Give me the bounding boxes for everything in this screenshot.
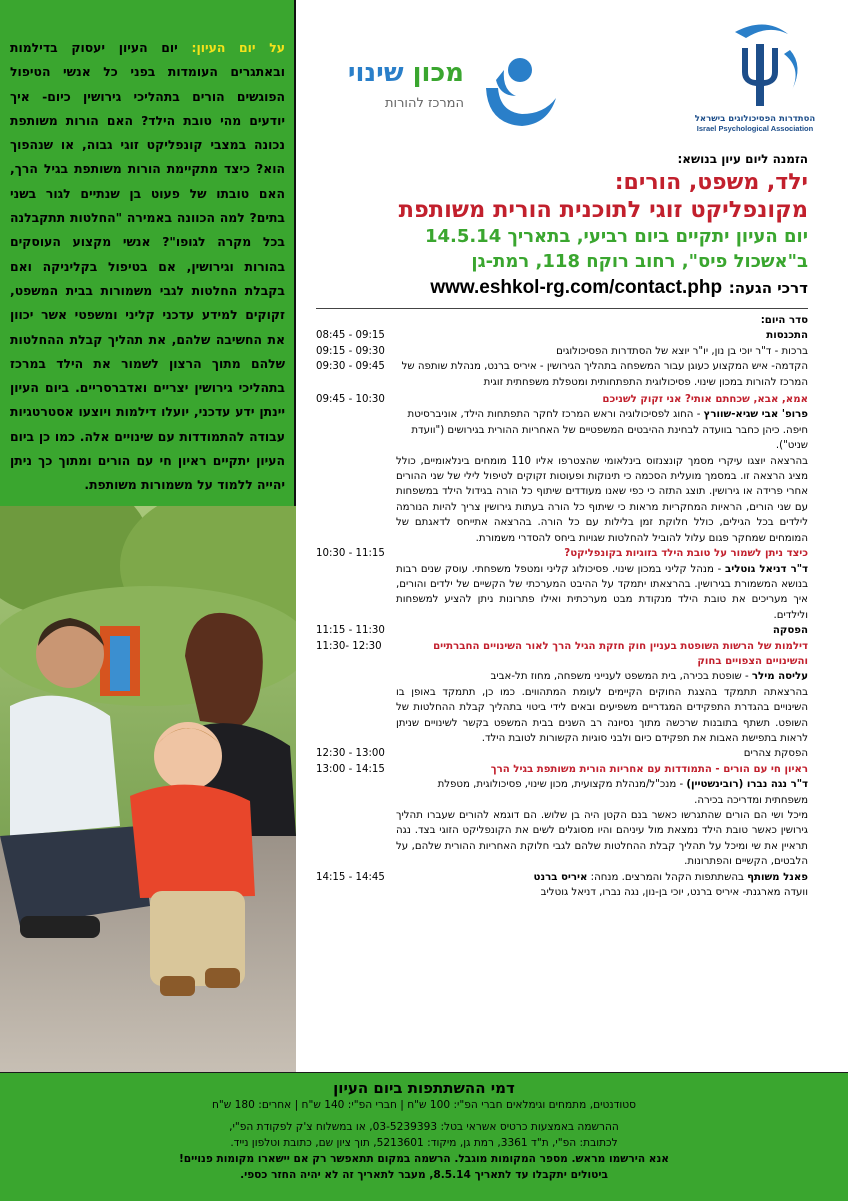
title-line-1: ילד, משפט, הורים: <box>614 170 808 195</box>
panel-moderator: איריס ברנט <box>533 871 588 883</box>
intro-text <box>10 36 285 498</box>
session-desc: התכנסות <box>766 330 808 342</box>
logo-bar <box>300 0 848 150</box>
session-abstract: מיכל ושי הם הורים שהתגרשו כאשר בנם הקטן היה בן שלוש. הם דוגמא להורים שעברו תהליך גירושין כאשר טובת הילד נמצאת מול עיניהם והיו מסוגלים לשים את הקונפליקט הזוגי בצד. נגה תראיין את שי ומיכל על תהליך קבלת ההחלטות שלהם לגבי חלוקת האחריות ההורית שלהם, על הלבטים, הקשיים והפתרונות. <box>396 810 808 868</box>
schedule-row <box>316 392 808 546</box>
schedule-row <box>316 328 808 343</box>
shinui-name <box>318 58 464 88</box>
psi-icon <box>680 20 830 110</box>
main-content <box>316 150 808 900</box>
ipa-name-he: הסתדרות הפסיכולוגים בישראל <box>694 114 816 124</box>
family-photo-illustration <box>0 506 296 1072</box>
speaker-bio: - מנהל קליני במכון שינוי. פסיכולוג קליני ומטפל משפחתי. עוסק שנים רבות בנושא המשמורת בגירושין. בהרצאתו יתמקד על ההיבט המערכתי של הקשיים של ילדים והורים, איך מעריכים את טובת הילד מנקודת מבט מערכתית ואילו פתרונות ניתן להציע למשפחות ולילדים. <box>396 563 808 621</box>
session-time: 11:30- 12:30 <box>316 640 382 652</box>
schedule-row <box>316 546 808 623</box>
session-desc: ברכות - ד"ר יוכי בן נון, יו"ר יוצא של הסתדרות הפסיכולוגים <box>556 345 808 357</box>
intro-body: יום העיון יעסוק בדילמות ובאתגרים העומדות בפני כל אנשי הטיפול הפוגשים הורים בתהליכי גירושין כיום- איך יודעים מהי טובת הילד? האם הורות משותפת נכונה במצבי קונפליקט זוגי גבוה, או שנהפוך הוא? כיצד מתקיימת הורות משותפת בגיל הרך, האם טובתו של פעוט בן שנתיים לגור בשני בתים? למה הכוונה באמירה "החלטות תתקבלנה בכל מקרה לגופו"? אנשי מקצוע העוסקים בהורות וגירושין, אם בטיפול בקליניקה ואם בקבלת החלטות לגבי משמורות בבית המשפט, זקוקים למידע עדכני קליני ומשפטי אשר יכוון את החשיבה שלהם, את תהליך קבלת ההחלטות שלהם מתוך הרצון לשמור את הילד במרכז בתהליכי גירושין יצריים ואדברסריים. ביום העיון יינתן ידע עדכני, יועלו דילמות ויוצעו אסטרטגיות עבודה להתמודדות עם שינויים אלה. כמו כן ביום העיון יתקיים ראיון חי עם הורים ומתוך כך ניתן יהייה ללמוד על משמורות משותפת. <box>10 40 285 493</box>
session-abstract: בהרצאתה תתמקד בהצגת החוקים הקיימים לעומת המתהווים. כמו כן, תתמקד באופן בו השינויים בהגדרת התפקידים המגדריים משפיעים ובאים לידי ביטוי בתהליך קבלת ההחלטות של השופט. תשתף בתובנות שרכשה מתוך נסיונה רב השנים בבית המשפט בקשר לשינויים שניתן לראות בתפישת האבות את תפקידם כיום ולבני סוגיות הקשורות לטובת הילד. <box>396 686 808 744</box>
shinui-name-b: שינוי <box>347 58 404 88</box>
session-time: 09:45 - 10:30 <box>316 394 385 406</box>
shinui-logo <box>318 44 573 144</box>
schedule-row <box>316 623 808 638</box>
speaker-bio: - החוג לפסיכולוגיה וראש המרכז לחקר התפתחות הילד, אוניברסיטת חיפה. כיהן כחבר בוועדה לבחינת ההיבטים המשפטיים של האחריות ההורית בגירושים ("וועדת שניט"). <box>407 409 808 452</box>
family-photo <box>0 506 296 1072</box>
title-line-2: מקונפליקט זוגי לתוכנית הורית משותפת <box>398 197 808 223</box>
session-desc: הפסקת צהרים <box>743 748 808 760</box>
organizing-committee: וועדה מארגנת- איריס ברנט, יוכי בן-נון, נגה נברו, דניאל גוטליב <box>540 887 808 899</box>
fees-title: דמי ההשתתפות ביום העיון <box>333 1079 515 1097</box>
session-time: 10:30 - 11:15 <box>316 548 385 560</box>
registration-line: ההרשמה באמצעות כרטיס אשראי בטל: 03-5239393, או במשלוח צ'ק לפקודת הפ"י, <box>229 1121 619 1133</box>
session-time: 13:00 - 14:15 <box>316 763 385 775</box>
schedule-row <box>316 762 808 870</box>
speaker-name: ד"ר דניאל גוטליב <box>725 563 808 575</box>
schedule-row <box>316 870 808 901</box>
speaker-bio: - מנכ"ל/מנהלת מקצועית, מכון שינוי, פסיכולוגית, מטפלת משפחתית ומדריכה בכירה. <box>437 779 808 806</box>
session-time: 09:30 - 09:45 <box>316 361 385 373</box>
date-line: יום העיון יתקיים ביום רביעי, בתאריך 14.5.14 <box>424 226 808 247</box>
speaker-name: פרופ' אבי שגיא-שוורץ <box>703 409 808 421</box>
ipa-name-en: Israel Psychological Association <box>696 124 814 133</box>
session-abstract: בהרצאה יוצגו עיקרי מסמך קונצנזוס בינלאומי שהצטרפו אליו 110 מומחים בינלאומיים, כולל מציג הרצאה זו. במסמך מועלית הסכמה כי תינוקות ופעוטות זקוקים לטיפול לילי של שני ההורים אחרי פרידה או גירושין. תוצג התזה כי כפי שאנו מעודדים שיתוף כל הורה בגידול הילד במשפחות עם שני הורים, הראיות המחקריות מראות כי שיתוף כל הורה בעתות גירושין צריך להיות הנורמה לילדים בכל הגילים, כולל חלוקת זמן בלילות עם כל הורה. בהרצאה אתייחס לדאגתם של המומחים שמחקר פגום עלול להוביל להחלטות שגויות ביחס להסדרי משמורת. <box>396 455 808 544</box>
fees-prices: סטודנטים, מתמחים וגימלאים חברי הפ"י: 100 ש"ח | חברי הפ"י: 140 ש"ח | אחרים: 180 ש"ח <box>212 1099 636 1111</box>
speaker-bio: - שופטת בכירה, בית המשפט לענייני משפחה, מחוז תל-אביב <box>490 671 752 683</box>
session-heading: דילמות של הרשות השופטת בעניין חוק חזקת הגיל הרך לאור השינויים החברתיים והשינויים הצפויים בחוק <box>433 640 808 667</box>
intro-lead: על יום העיון: <box>191 40 285 55</box>
fees-footer <box>0 1072 848 1201</box>
cancellation-line: ביטולים יתקבלו עד לתאריך 8.5.14, מעבר לתאריך זה לא יהיה החזר כספי. <box>240 1169 608 1181</box>
session-time: 08:45 - 09:15 <box>316 330 385 342</box>
schedule-row <box>316 344 808 359</box>
session-time: 09:15 - 09:30 <box>316 345 385 357</box>
directions-label: דרכי הגעה: <box>728 279 808 297</box>
divider <box>316 308 808 309</box>
session-desc: הפסקה <box>772 625 808 637</box>
notice-line: אנא הירשמו מראש. מספר המקומות מוגבל. הרשמה במקום תתאפשר רק אם יישארו מקומות פנויים! <box>178 1153 670 1165</box>
session-time: 14:15 - 14:45 <box>316 871 385 883</box>
schedule <box>316 313 808 900</box>
schedule-title: סדר היום: <box>760 315 808 326</box>
panel-label: פאנל משותף <box>747 871 808 883</box>
speaker-name: ד"ר נגה נברו (רובינשטיין) <box>686 779 808 791</box>
address-line: לכתובת: הפ"י, ת"ד 3361, רמת גן, מיקוד: 5213601, תוך ציון שם, כתובת וטלפון נייד. <box>230 1137 618 1149</box>
schedule-row <box>316 359 808 390</box>
session-heading: כיצד ניתן לשמור על טובת הילד בזוגיות בקונפליקט? <box>564 548 808 560</box>
speaker-name: עליסה מילר <box>751 671 808 683</box>
schedule-row <box>316 746 808 761</box>
directions-link[interactable]: www.eshkol-rg.com/contact.php <box>430 277 723 298</box>
schedule-row <box>316 639 808 747</box>
session-heading: אמא, אבא, שכחתם אותי? אני זקוק לשניכם <box>602 394 808 406</box>
shinui-sub: המרכז להורות <box>384 96 464 111</box>
invite-line: הזמנה ליום עיון בנושא: <box>677 152 808 166</box>
intro-panel <box>0 0 296 506</box>
place-line: ב"אשכול פיס", רחוב רוקח 118, רמת-גן <box>471 251 808 272</box>
session-time: 11:15 - 11:30 <box>316 625 385 637</box>
ipa-logo <box>680 20 830 140</box>
session-desc: הקדמה- איש המקצוע כעוגן עבור המשפחה בתהליך הגירושין - איריס ברנט, מנהלת שותפה של המרכז להורות במכון שינוי. פסיכולוגית התפתחותית ומטפלת משפחתית זוגית <box>401 361 808 388</box>
shinui-name-a: מכון <box>412 58 464 88</box>
session-heading: ראיון חי עם הורים - התמודדות עם אחריות הורית משותפת בגיל הרך <box>490 763 808 775</box>
directions <box>316 276 808 299</box>
shinui-icon <box>468 44 564 140</box>
panel-desc: בהשתתפות הקהל והמרצים. מנחה: <box>587 871 748 883</box>
session-time: 12:30 - 13:00 <box>316 748 385 760</box>
